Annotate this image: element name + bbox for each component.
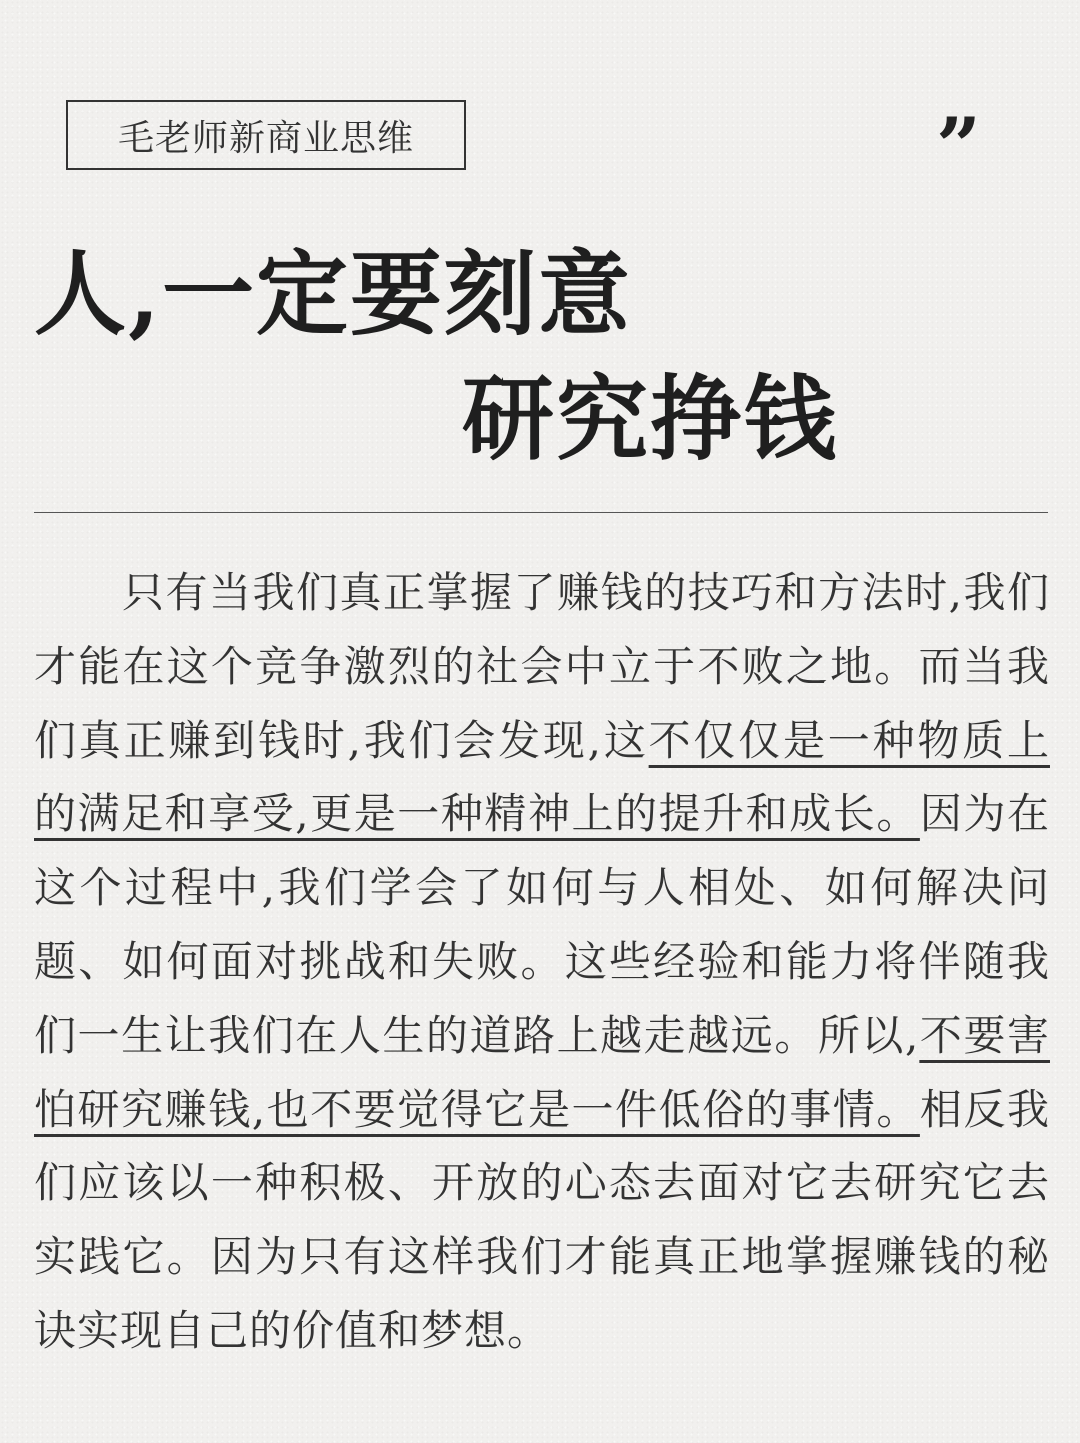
body-text-1: 只有当我们真正掌握了赚钱的技巧和方法时,我们才能在这个竞争激烈的社会中立于不败之地。而当我们真正赚到钱时,我们会发现,这 — [34, 568, 1050, 765]
headline-line-2: 研究挣钱 — [462, 365, 839, 473]
brand-label: 毛老师新商业思维 — [117, 117, 414, 159]
body-text-3: 相反我们应该以一种积极、开放的心态去面对它去研究它去实践它。因为只有这样我们才能真正地掌握赚钱的秘诀实现自己的价值和梦想。 — [34, 1084, 1050, 1355]
divider — [34, 512, 1048, 513]
body-underlined-2: 不要害怕研究赚钱,也不要觉得它是一件低俗的事情。 — [34, 1010, 1050, 1134]
body-paragraph — [34, 556, 1050, 1368]
body-underlined-1: 不仅仅是一种物质上的满足和享受,更是一种精神上的提升和成长。 — [34, 715, 1050, 839]
body-text-2: 因为在这个过程中,我们学会了如何与人相处、如何解决问题、如何面对挑战和失败。这些经验和能力将伴随我们一生让我们在人生的道路上越走越远。所以, — [34, 789, 1050, 1060]
brand-label-box — [66, 100, 466, 170]
headline-line-1: 人,一定要刻意 — [34, 240, 633, 348]
quote-mark-icon: ” — [936, 101, 981, 192]
